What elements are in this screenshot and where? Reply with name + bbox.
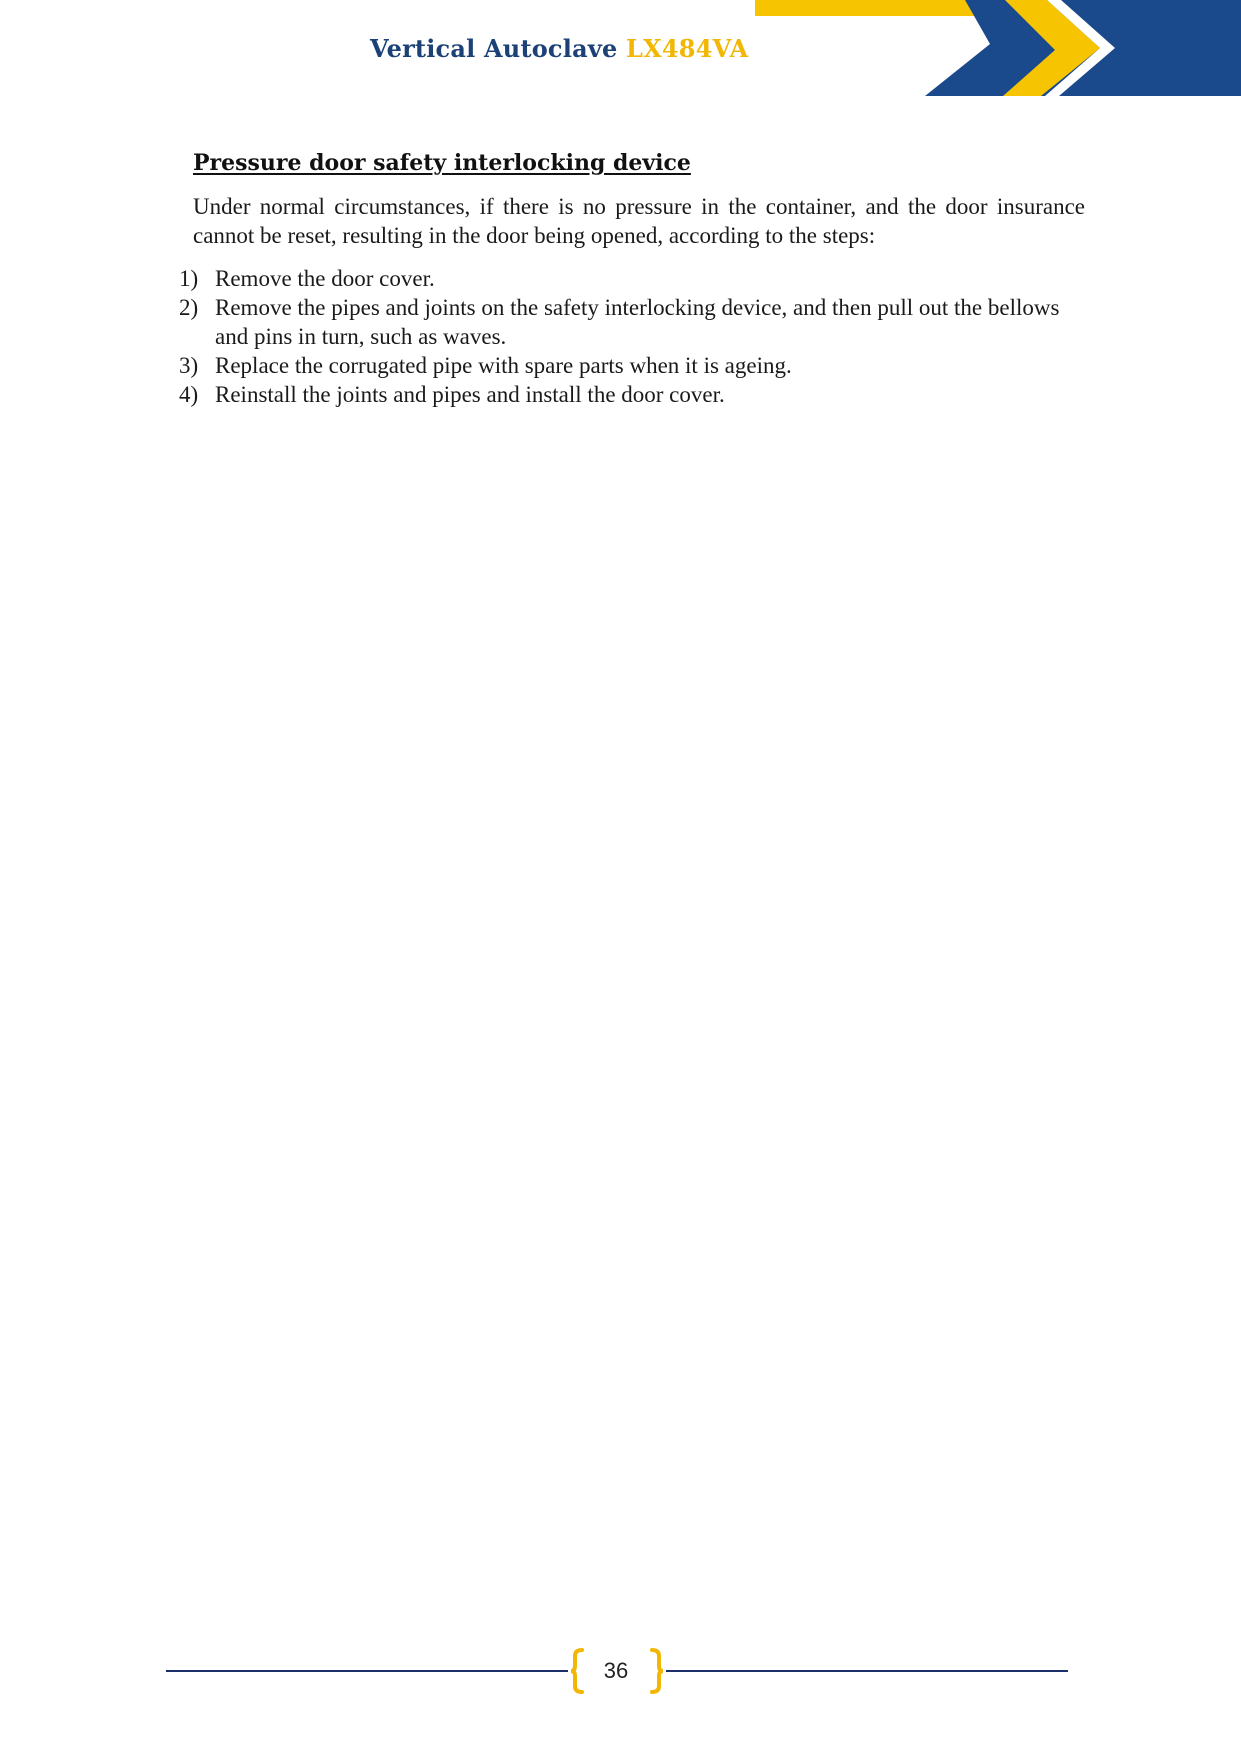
section-heading: Pressure door safety interlocking device [193,150,691,176]
right-bracket-icon [650,1648,664,1694]
content-area [179,150,1085,409]
header-corner-decoration [755,0,1241,96]
page-number: 36 [603,1658,629,1683]
step-text: Replace the corrugated pipe with spare parts when it is ageing. [215,353,792,378]
intro-paragraph: Under normal circumstances, if there is no pressure in the container, and the door insurance cannot be reset, resulting in the door being opened, according to the steps: [193,194,1085,248]
product-model: LX484VA [626,34,749,63]
step-number: 4) [179,382,199,407]
left-bracket-icon [570,1648,584,1694]
step-text: Remove the pipes and joints on the safety interlocking device, and then pull out the bellows and pins in turn, such as waves. [215,295,1060,349]
footer-rule-left [166,1670,568,1672]
list-item [179,351,1085,380]
step-text: Reinstall the joints and pipes and install the door cover. [215,382,725,407]
list-item [179,293,1085,351]
steps-list [179,264,1085,409]
list-item [179,380,1085,409]
step-number: 2) [179,295,199,320]
page-footer [166,1648,1068,1694]
step-text: Remove the door cover. [215,266,435,291]
footer-rule-right [666,1670,1068,1672]
list-item [179,264,1085,293]
product-name: Vertical Autoclave [370,34,618,63]
step-number: 3) [179,353,199,378]
step-number: 1) [179,266,199,291]
document-header-title [370,34,748,63]
